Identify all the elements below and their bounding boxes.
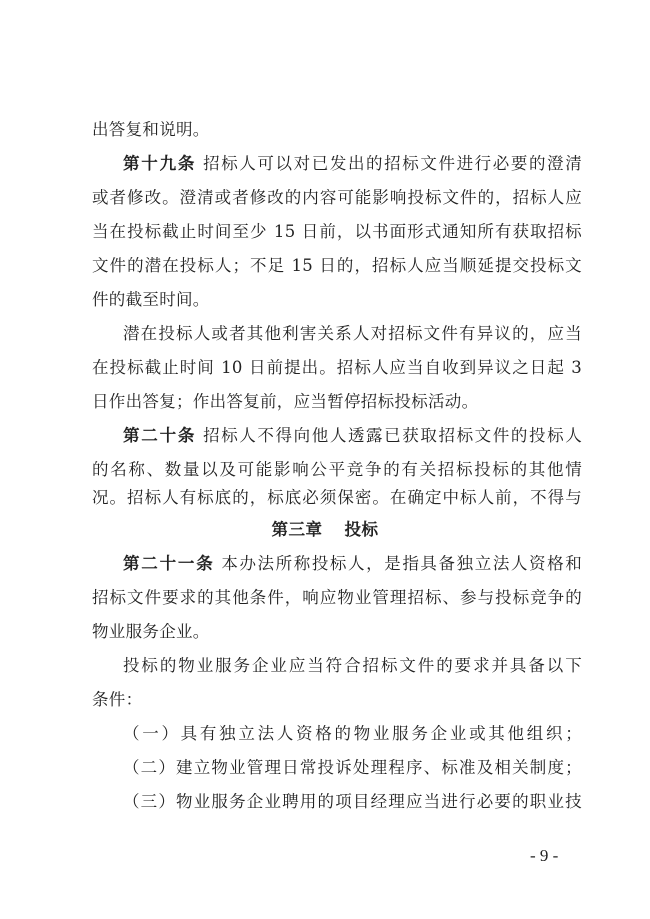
article-21-line-2: 招标文件要求的其他条件，响应物业管理招标、参与投标竞争的 xyxy=(92,588,582,607)
article-20-line-3: 况。招标人有标底的，标底必须保密。在确定中标人前，不得与 xyxy=(92,488,582,507)
paragraph-text: 出答复和说明。 xyxy=(92,120,210,139)
article-20-label: 第二十条 xyxy=(123,426,197,445)
chapter-heading xyxy=(0,516,650,544)
chapter-title: 投标 xyxy=(344,520,379,539)
conditions-intro-line-1: 投标的物业服务企业应当符合招标文件的要求并具备以下 xyxy=(123,656,582,675)
objection-line-3: 日作出答复；作出答复前，应当暂停招标投标活动。 xyxy=(92,392,479,411)
condition-item-2: （二）建立物业管理日常投诉处理程序、标准及相关制度； xyxy=(123,758,582,777)
condition-item-3: （三）物业服务企业聘用的项目经理应当进行必要的职业技 xyxy=(123,792,582,811)
paragraph-continuation xyxy=(92,116,582,144)
objection-line-2: 在投标截止时间 10 日前提出。招标人应当自收到异议之日起 3 xyxy=(92,358,582,377)
article-19-line-5: 件的截至时间。 xyxy=(92,290,210,309)
article-19-line-1 xyxy=(123,150,582,178)
article-19-text: 招标人可以对已发出的招标文件进行必要的澄清 xyxy=(203,154,583,173)
page-number: - 9 - xyxy=(530,846,559,865)
article-21-label: 第二十一条 xyxy=(123,554,215,573)
article-19-line-4: 文件的潜在投标人；不足 15 日的，招标人应当顺延提交投标文 xyxy=(92,256,582,275)
article-19-line-2: 或者修改。澄清或者修改的内容可能影响投标文件的，招标人应 xyxy=(92,188,582,207)
conditions-intro-line-2: 条件： xyxy=(92,690,143,709)
article-19-line-3: 当在投标截止时间至少 15 日前，以书面形式通知所有获取招标 xyxy=(92,222,582,241)
article-21-line-3: 物业服务企业。 xyxy=(92,622,210,641)
condition-item-1: （一）具有独立法人资格的物业服务企业或其他组织； xyxy=(123,724,582,743)
article-20-text: 招标人不得向他人透露已获取招标文件的投标人 xyxy=(203,426,583,445)
article-20-line-2: 的名称、数量以及可能影响公平竞争的有关招标投标的其他情 xyxy=(92,460,582,479)
article-21-line-1 xyxy=(123,550,582,578)
article-19-label: 第十九条 xyxy=(123,154,197,173)
objection-line-1: 潜在投标人或者其他利害关系人对招标文件有异议的，应当 xyxy=(123,324,582,343)
article-20-line-1 xyxy=(123,422,582,450)
article-21-text: 本办法所称投标人，是指具备独立法人资格和 xyxy=(221,554,583,573)
chapter-number: 第三章 xyxy=(271,520,323,539)
